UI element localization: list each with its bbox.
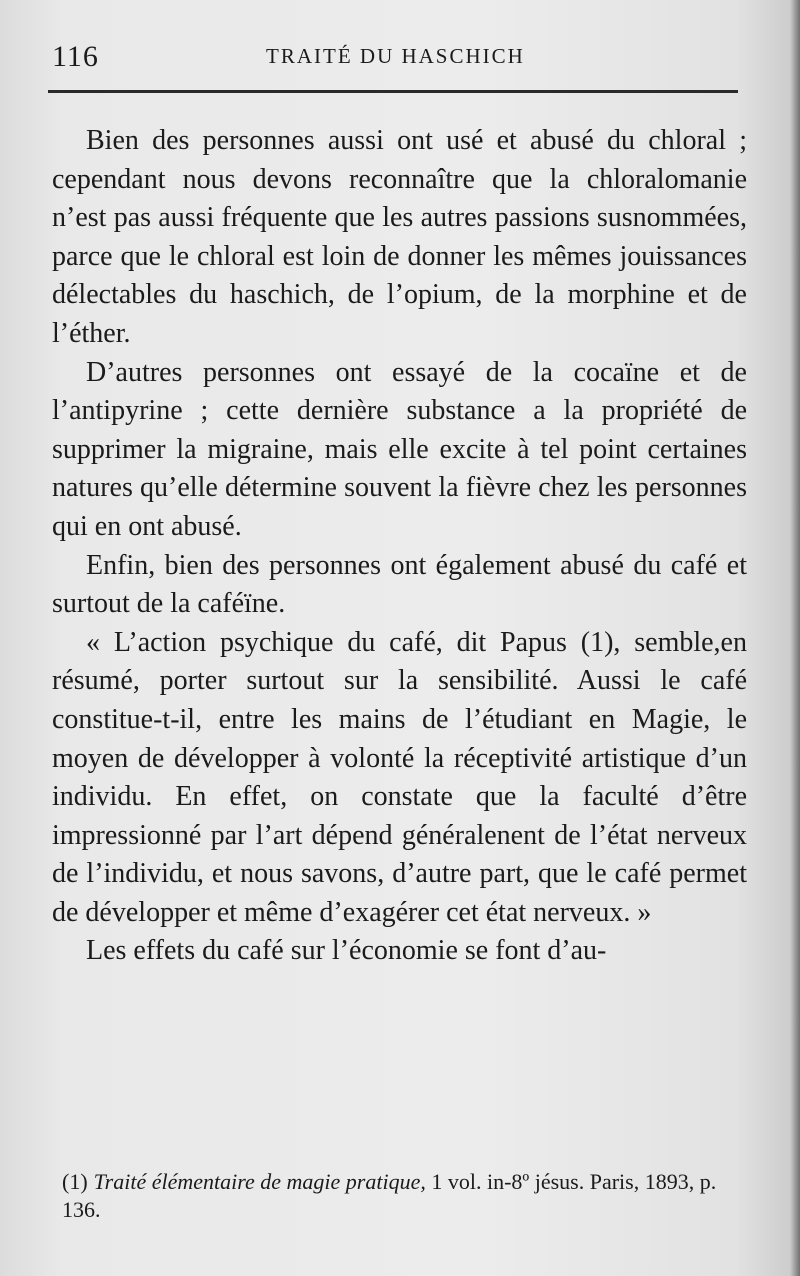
paragraph-effets: Les effets du café sur l’économie se font d’au- — [86, 935, 607, 967]
footnote-marker: (1) — [62, 1169, 88, 1194]
page-number: 116 — [52, 40, 99, 73]
page-header — [48, 38, 738, 78]
paragraph-cocaine: D’autres personnes ont essayé de la cocaïne et de l’antipyrine ; cette dernière substance a la propriété de supprimer la migraine, mais elle excite à tel point certaines natures qu’elle détermine souvent la fièvre chez les personnes qui en ont abusé. — [52, 356, 747, 542]
running-title: TRAITÉ DU HASCHICH — [266, 44, 525, 68]
header-rule — [48, 90, 738, 93]
paragraph-chloral: Bien des personnes aussi ont usé et abusé du chloral ; cependant nous devons reconnaître que la chloralomanie n’est pas aussi fréquente que les autres passions susnommées, parce que le chloral est loin de donner les mêmes jouissances délectables du haschich, de l’opium, de la morphine et de l’éther. — [52, 125, 747, 349]
footnote-title: Traité élémentaire de magie pratique, — [93, 1169, 426, 1194]
footnote — [62, 1168, 752, 1224]
paragraph-papus-quote: « L’action psychique du café, dit Papus (1), semble,en résumé, porter surtout sur la sensibilité. Aussi le café constitue-t-il, entre les mains de l’étudiant en Magie, le moyen de développer à volonté la réceptivité artistique d’un individu. En effet, on constate que la faculté d’être impressionné par l’art dépend généralenent de l’état nerveux de l’individu, et nous savons, d’autre part, que le café permet de développer et même d’exagérer cet état nerveux. » — [52, 626, 747, 928]
body-text — [52, 122, 747, 971]
page-edge-shadow — [790, 0, 800, 1276]
footnote-reference: 1 vol. in-8º jésus. Paris, 1893, p. 136. — [62, 1169, 717, 1222]
paragraph-cafe: Enfin, bien des personnes ont également abusé du café et surtout de la caféïne. — [52, 549, 747, 620]
